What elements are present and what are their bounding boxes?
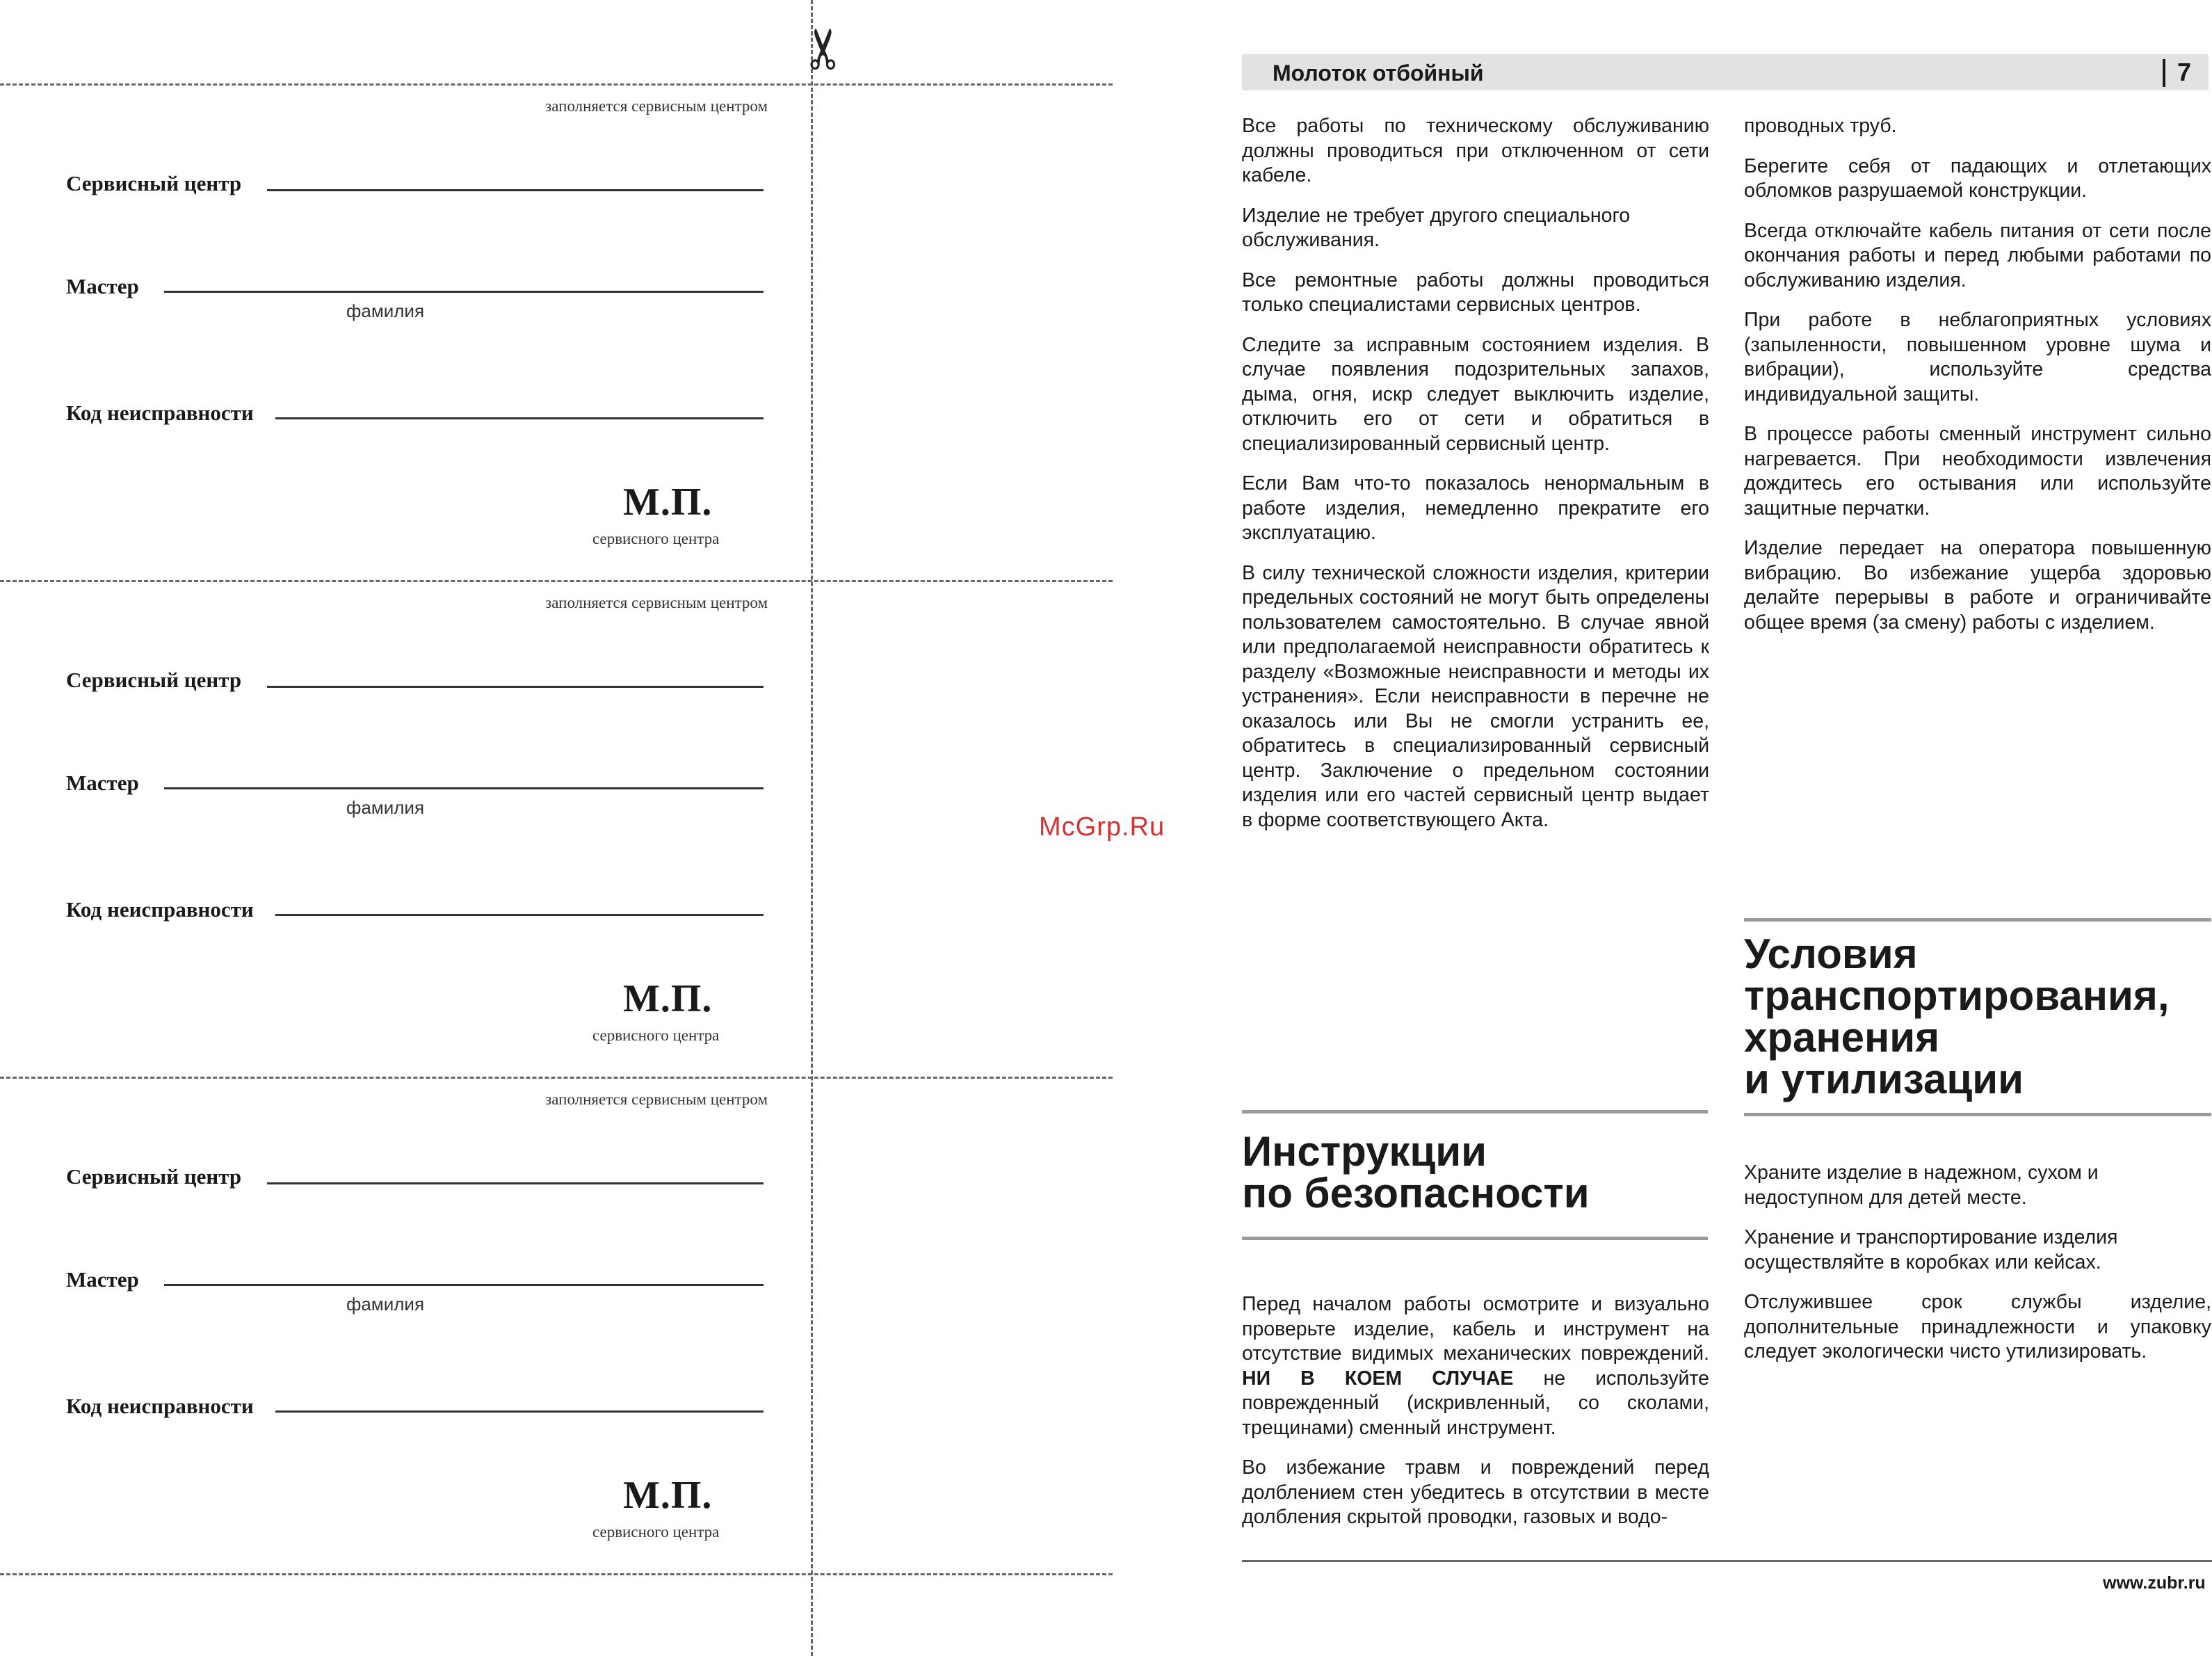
service-center-label: Сервисный центр [66, 1164, 242, 1189]
master-label: Мастер [66, 771, 139, 795]
coupon-note: заполняется сервисным центром [545, 594, 768, 611]
safety-heading [1242, 1128, 1709, 1216]
stamp-mark: М.П. [623, 1474, 713, 1517]
heading-line: хранения [1744, 1014, 1940, 1061]
emphasis-text: НИ В КОЕМ СЛУЧАЕ [1242, 1367, 1514, 1390]
fault-code-label: Код неисправности [66, 897, 254, 922]
paragraph: В силу технической сложности изделия, критерии предельных состояний не могут быть определены пользователем самостоятельно. В случае явной или предполагаемой неисправности обратитесь к разделу «Возможные неисправности и методы их устранения». Если неисправности в перечне не оказалось или Вы не смогли устранить ее, обратитесь в специализированный сервисный центр. Заключение о предельном состоянии изделия или его частей сервисный центр выдает в форме соответствующего Акта. [1242, 561, 1709, 831]
section-rule [1242, 1110, 1708, 1114]
paragraph: Все работы по техническому обслуживанию должны проводиться при отключенном от сети кабеле. [1242, 115, 1709, 186]
header-separator [2163, 59, 2165, 87]
paragraph: Храните изделие в надежном, сухом и недоступном для детей месте. [1744, 1161, 2099, 1209]
footer-rule [1242, 1560, 2212, 1562]
paragraph: Следите за исправным состоянием изделия. В случае появления подозрительных запахов, дыма, огня, искр следует выключить изделие, отключить его от сети и обратиться в специализированный сервисный центр. [1242, 333, 1709, 455]
fault-code-label: Код неисправности [66, 401, 254, 425]
service-center-field[interactable] [267, 189, 764, 191]
fault-code-field[interactable] [275, 1410, 764, 1413]
paragraph: Во избежание травм и повреждений перед долблением стен убедитесь в отсутствии в месте долбления скрытой проводки, газовых и водо- [1242, 1456, 1709, 1528]
header-title: Молоток отбойный [1273, 61, 1484, 86]
horizontal-cut-line [0, 1573, 1113, 1575]
footer-url[interactable]: www.zubr.ru [2103, 1573, 2206, 1593]
master-label: Мастер [66, 274, 139, 298]
paragraph: Если Вам что-то показалось ненормальным в работе изделия, немедленно прекратите его эксплуатацию. [1242, 472, 1709, 544]
fault-code-field[interactable] [275, 417, 764, 419]
master-field[interactable] [164, 1284, 764, 1286]
paragraph: Отслужившее срок службы изделие, дополнительные принадлежности и упаковку следует экологически чисто утилизировать. [1744, 1291, 2211, 1362]
section-rule [1242, 1237, 1708, 1240]
service-coupon [0, 581, 811, 1077]
stamp-caption: сервисного центра [592, 530, 720, 547]
fault-code-label: Код неисправности [66, 1394, 254, 1418]
service-center-label: Сервисный центр [66, 668, 242, 692]
master-label: Мастер [66, 1267, 139, 1292]
service-center-field[interactable] [267, 1182, 764, 1184]
surname-caption: фамилия [346, 797, 425, 818]
transport-heading [1744, 933, 2211, 1100]
fault-code-field[interactable] [275, 914, 764, 916]
paragraph: проводных труб. [1744, 115, 1897, 137]
heading-line: по безопасности [1242, 1170, 1590, 1216]
service-coupon [0, 85, 811, 580]
heading-line: Условия [1744, 931, 1918, 977]
running-header [1242, 54, 2209, 90]
text-run: не используйте поврежденный (искривленный, со сколами, трещинами) сменный инструмент. [1242, 1367, 1709, 1439]
master-field[interactable] [164, 787, 764, 789]
stamp-mark: М.П. [623, 977, 713, 1020]
master-field[interactable] [164, 291, 764, 293]
safety-continued-column [1744, 114, 2211, 650]
coupon-note: заполняется сервисным центром [545, 1091, 768, 1108]
paragraph: Берегите себя от падающих и отлетающих обломков разрушаемой конструкции. [1744, 154, 2211, 202]
heading-line: Инструкции [1242, 1128, 1487, 1175]
text-run: Перед началом работы осмотрите и визуально проверьте изделие, кабель и инструмент на отсутствие видимых механических повреждений. [1242, 1293, 1709, 1365]
paragraph: Изделие передает на оператора повышенную вибрацию. Во избежание ущерба здоровью делайте перерывы в работе и ограничивайте общее время (за смену) работы с изделием. [1744, 537, 2211, 634]
scissors-icon: ✂ [793, 25, 855, 72]
paragraph [1242, 1292, 1709, 1440]
heading-line: и утилизации [1744, 1056, 2024, 1102]
transport-text [1744, 1161, 2211, 1380]
service-coupon [0, 1078, 811, 1573]
paragraph: В процессе работы сменный инструмент сильно нагревается. При необходимости извлечения дождитесь его остывания или используйте защитные перчатки. [1744, 423, 2211, 520]
page-number: 7 [2177, 58, 2192, 86]
surname-caption: фамилия [346, 300, 425, 321]
section-rule [1744, 1113, 2211, 1116]
safety-text [1242, 1292, 1709, 1545]
coupon-note: заполняется сервисным центром [545, 97, 768, 115]
paragraph: Всегда отключайте кабель питания от сети после окончания работы и перед любыми работами по обслуживанию изделия. [1744, 219, 2211, 291]
service-center-label: Сервисный центр [66, 171, 242, 195]
section-rule [1744, 918, 2211, 922]
stamp-caption: сервисного центра [592, 1027, 720, 1044]
stamp-caption: сервисного центра [592, 1523, 720, 1541]
paragraph: При работе в неблагоприятных условиях (запыленности, повышенном уровне шума и вибрации), используйте средства индивидуальной защиты. [1744, 309, 2211, 405]
heading-line: транспортирования, [1744, 972, 2170, 1019]
paragraph: Все ремонтные работы должны проводиться только специалистами сервисных центров. [1242, 268, 1709, 316]
watermark: McGrp.Ru [1039, 812, 1165, 842]
paragraph: Хранение и транспортирование изделия осуществляйте в коробках или кейсах. [1744, 1226, 2118, 1273]
paragraph: Изделие не требует другого специального обслуживания. [1242, 204, 1631, 251]
surname-caption: фамилия [346, 1294, 425, 1315]
vertical-cut-line [811, 0, 813, 1656]
stamp-mark: М.П. [623, 481, 713, 524]
maintenance-text-column [1242, 114, 1709, 848]
service-center-field[interactable] [267, 686, 764, 688]
